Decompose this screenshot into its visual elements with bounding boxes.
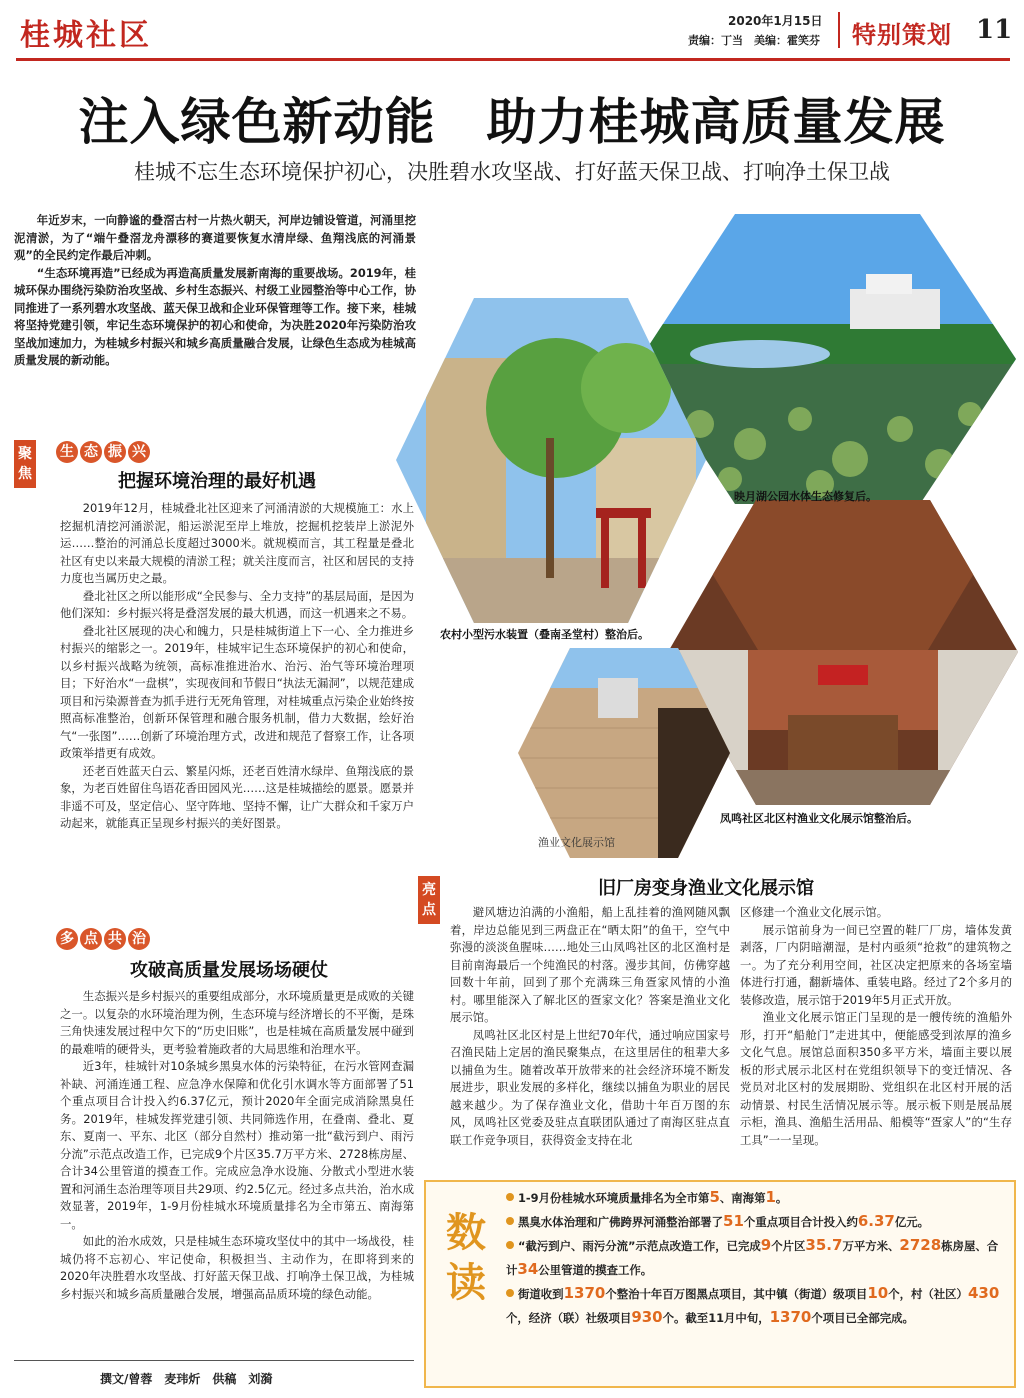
stat-number: 6.37: [857, 1212, 895, 1230]
stat-number: 5: [709, 1188, 720, 1206]
stats-label-char: 数: [446, 1209, 486, 1256]
kicker-char: 生: [56, 441, 78, 463]
section2-kicker: [56, 928, 150, 950]
issue-date: 2020年1月15日: [728, 14, 823, 28]
section1-heading: 把握环境治理的最好机遇: [118, 471, 316, 492]
stat-number: 34: [517, 1260, 539, 1278]
intro-text: [14, 212, 416, 370]
focus-tag: [14, 440, 36, 488]
stat-number: 2728: [899, 1236, 942, 1254]
tag-char: 聚: [18, 446, 32, 462]
tag-char: 焦: [18, 466, 32, 482]
stat-text: 亿元。: [894, 1215, 930, 1229]
kicker-char: 治: [128, 928, 150, 950]
stats-list: [506, 1186, 1006, 1330]
stat-text: 个整治十年百万图黑点项目，其中镇（街道）级项目: [605, 1287, 868, 1301]
kicker-char: 振: [104, 441, 126, 463]
stat-text: 个重点项目合计投入约: [743, 1215, 858, 1229]
lake-caption: 映月湖公园水体生态修复后。: [734, 490, 877, 503]
body-paragraph: 渔业文化展示馆正门呈现的是一艘传统的渔船外形，打开“船舱门”走进其中，便能感受到浓厚的渔乡文化气息。展馆总面积350多平方米，墙面主要以展板的形式展示北区村在党组织领导下的变迁情况、各党员对北区村的发展期盼、党组织在北区村开展的活动情景、村民生活情况展示等。展示板下则是展品展示柜，渔具、渔船生活用品、船模等“疍家人”的“生存工具”一一呈现。: [740, 1010, 1012, 1147]
section1-body: [60, 500, 414, 833]
header-rule: [16, 58, 1010, 61]
body-paragraph: 近3年，桂城针对10条城乡黑臭水体的污染特征，在污水管网查漏补缺、河涌连通工程、应急净水保障和优化引水调水等方面部署了51个重点项目合计投入约6.37亿元，预计2020年全面完成消除黑臭任务。2019年，桂城发挥党建引领、共同筛选作用，在叠南、叠北、夏东、夏南一、平东、北区（部分自然村）推动第一批“截污到户、雨污分流”示范点改造工作，已完成9个片区35.7万平方米、2728栋房屋、合计34公里管道的摸查工作。完成应急净水设施、分散式小型进水装置和河涌生态治理等项目共29项、约2.5亿元。经过多点共治，治水成效显著，2019年，1-9月份桂城水环境质量排名为全市第五、南海第一。: [60, 1059, 414, 1231]
stats-label: [436, 1208, 496, 1308]
section3-heading: 旧厂房变身渔业文化展示馆: [598, 878, 814, 899]
page-header: [0, 0, 1024, 66]
body-paragraph: 生态振兴是乡村振兴的重要组成部分，水环境质量更是成败的关键之一。以复杂的水环境治理为例，生态环境与经济增长的不平衡，是珠三角快速发展过程中欠下的“历史旧账”，也是桂城在高质量发展中碰到的最难啃的硬骨头，更考验着施政者的大局思维和治理水平。: [60, 989, 414, 1056]
stat-item: [506, 1186, 1006, 1210]
stat-text: 个，经济（联）社级项目: [506, 1311, 632, 1325]
stat-text: “截污到户、雨污分流”示范点改造工作，已完成: [518, 1239, 761, 1253]
stat-number: 430: [967, 1284, 1000, 1302]
village-photo: [396, 298, 706, 623]
body-paragraph: 避风塘边泊满的小渔船，船上乱挂着的渔网随风飘着，岸边总能见到三两盘正在“晒太阳”的鱼干，空气中弥漫的淡淡鱼腥味……地处三山凤鸣社区的北区渔村是目前南海最后一个纯渔民的村落。漫步其间，仿佛穿越回数十年前，回到了那个充满珠三角疍家风情的小渔村。哪里能深入了解北区的疍家文化？答案是渔业文化展示馆。: [450, 905, 730, 1024]
header-divider: [838, 12, 840, 48]
sign-caption: 渔业文化展示馆: [538, 836, 615, 849]
body-paragraph: 区修建一个渔业文化展示馆。: [740, 905, 889, 919]
tag-char: 点: [422, 902, 436, 918]
main-headline: 注入绿色新动能 助力桂城高质量发展: [78, 93, 946, 151]
kicker-char: 点: [80, 928, 102, 950]
body-paragraph: 叠北社区之所以能形成“全民参与、全力支持”的基层局面，是因为他们深知：乡村振兴将是叠滘发展的最大机遇，而这一机遇来之不易。: [60, 588, 414, 620]
sub-headline: 桂城不忘生态环境保护初心，决胜碧水攻坚战、打好蓝天保卫战、打响净土保卫战: [134, 160, 890, 184]
kicker-char: 多: [56, 928, 78, 950]
body-paragraph: 还老百姓蓝天白云、繁星闪烁，还老百姓清水绿岸、鱼翔浅底的景象，为老百姓留住鸟语花香田园风光……这是桂城描绘的愿景。愿景并非遥不可及，坚定信心、坚守阵地、坚持不懈，让广大群众和千家万户动起来，就能真正呈现乡村振兴的美好图景。: [60, 763, 414, 830]
section1-kicker: [56, 441, 150, 463]
stat-item: [506, 1234, 1006, 1282]
village-caption: 农村小型污水装置（叠南圣堂村）整治后。: [440, 628, 649, 641]
section2-body: [60, 988, 414, 1303]
stat-text: 、南海第: [719, 1191, 766, 1205]
section2-heading: 攻破高质量发展场场硬仗: [130, 960, 328, 981]
stat-text: 。: [775, 1191, 788, 1205]
kicker-char: 共: [104, 928, 126, 950]
bullet-icon: [506, 1241, 514, 1249]
kicker-char: 态: [80, 441, 102, 463]
stat-text: 个。截至11月中旬，: [662, 1311, 770, 1325]
stat-item: [506, 1282, 1006, 1330]
intro-paragraph: 年近岁末，一向静谧的叠滘古村一片热火朝天，河岸边铺设管道，河涌里挖泥清淤，为了“端午叠滘龙舟漂移的赛道要恢复水清岸绿、鱼翔浅底的河涌景观”的全民约定作最后冲刺。: [14, 213, 416, 262]
stats-label-char: 读: [446, 1259, 486, 1306]
body-paragraph: 展示馆前身为一间已空置的鞋厂厂房，墙体发黄剥落，厂内阴暗潮湿，是村内亟须“抢救”的建筑物之一。为了充分利用空间，社区决定把原来的各场室墙体进行打通，翻新墙体、重装电路。经过了2个多月的装修改造，展示馆于2019年5月正式开放。: [740, 922, 1012, 1007]
section3-body-left: [450, 904, 730, 1149]
body-paragraph: 如此的治水成效，只是桂城生态环境攻坚仗中的其中一场战役，桂城仍将不忘初心、牢记使命，积极担当、主动作为，在即将到来的2020年决胜碧水攻坚战、打好蓝天保卫战、打响净土保卫战，为桂城乡村振兴和城乡高质量融合发展，增强高品质环境的绿色动能。: [60, 1234, 414, 1301]
stat-number: 1: [765, 1188, 776, 1206]
stat-number: 35.7: [805, 1236, 843, 1254]
stat-text: 公里管道的摸查工作。: [538, 1263, 653, 1277]
stat-number: 1370: [769, 1308, 812, 1326]
intro-paragraph: “生态环境再造”已经成为再造高质量发展新南海的重要战场。2019年，桂城环保办围绕污染防治攻坚战、乡村生态振兴、村级工业园整治等中心工作，协同推进了一系列碧水攻坚战、蓝天保卫战和企业环保管理等工作。接下来，桂城将坚持党建引领，牢记生态环境保护的初心和使命，为决胜2020年污染防治攻坚战加速加力，为桂城乡村振兴和城乡高质量融合发展，让绿色生态成为桂城高质量发展的新动能。: [14, 265, 416, 367]
stat-text: 黑臭水体治理和广佛跨界河涌整治部署了: [518, 1215, 724, 1229]
tag-char: 亮: [422, 882, 436, 898]
editors-credit: 责编：丁当 美编：霍笑芬: [688, 34, 820, 47]
page-number: 11: [976, 15, 1013, 45]
stat-text: 个项目已全部完成。: [811, 1311, 914, 1325]
section-name: 特别策划: [852, 20, 952, 49]
exhibition-sign-photo: [518, 648, 730, 858]
bullet-icon: [506, 1289, 514, 1297]
bullet-icon: [506, 1193, 514, 1201]
stat-text: 个片区: [771, 1239, 806, 1253]
section3-body-right: [740, 904, 1012, 1149]
stat-item: [506, 1210, 1006, 1234]
byline-rule: [14, 1360, 414, 1361]
body-paragraph: 叠北社区展现的决心和魄力，只是桂城街道上下一心、全力推进乡村振兴的缩影之一。2019年，桂城牢记生态环境保护的初心和使命，以乡村振兴战略为统领，高标准推进治水、治污、治气等环境治理项目；下好治水“一盘棋”，实现夜间和节假日“执法无漏洞”，以规范建成项目和污染源普查为抓手进行无死角管理，对桂城重点污染企业始终按照高标准整治，创新环保管理和融合服务机制，借力大数据，绘好治气“一张图”……创新了环境治理方式，改进和规范了督察工作，让各项政策举措更有成效。: [60, 623, 414, 760]
stat-number: 1370: [563, 1284, 606, 1302]
stat-text: 栋房屋、合计: [506, 1239, 999, 1277]
stat-number: 9: [760, 1236, 772, 1254]
stat-number: 10: [867, 1284, 889, 1302]
stat-text: 1-9月份桂城水环境质量排名为全市第: [518, 1191, 710, 1205]
byline: 撰文/曾蓉 麦玮炘 供稿 刘漪: [100, 1372, 273, 1386]
body-paragraph: 2019年12月，桂城叠北社区迎来了河涌清淤的大规模施工：水上挖掘机清挖河涌淤泥，船运淤泥至岸上堆放，挖掘机挖装岸上淤泥外运……整治的河涌总长度超过3000米。就规模而言，其工程量是叠北社区有史以来最大规模的清淤工程；就关注度而言，社区和居民的支持力度也当属历史之最。: [60, 501, 414, 585]
stat-text: 万平方米、: [842, 1239, 900, 1253]
bullet-icon: [506, 1217, 514, 1225]
masthead-logo: 桂城社区: [20, 18, 152, 53]
kicker-char: 兴: [128, 441, 150, 463]
stat-text: 街道收到: [518, 1287, 564, 1301]
stats-box: [424, 1180, 1016, 1388]
body-paragraph: 凤鸣社区北区村是上世纪70年代，通过响应国家号召渔民陆上定居的渔民聚集点，在这里居住的租辈大多以捕鱼为生。随着改革开放带来的社会经济环境不断发展进步，职业发展的多样化，继续以捕鱼为职业的居民越来越少。为了保存渔业文化，借助十年百万图的东风，凤鸣社区党委及驻点直联团队通过了南海区驻点直联工作竞争项目，获得资金支持在北: [450, 1027, 730, 1147]
stat-number: 51: [723, 1212, 744, 1230]
hall-caption: 凤鸣社区北区村渔业文化展示馆整治后。: [720, 812, 918, 825]
stat-number: 930: [631, 1308, 663, 1326]
stat-text: 个，村（社区）: [888, 1287, 968, 1301]
highlight-tag: [418, 876, 440, 924]
